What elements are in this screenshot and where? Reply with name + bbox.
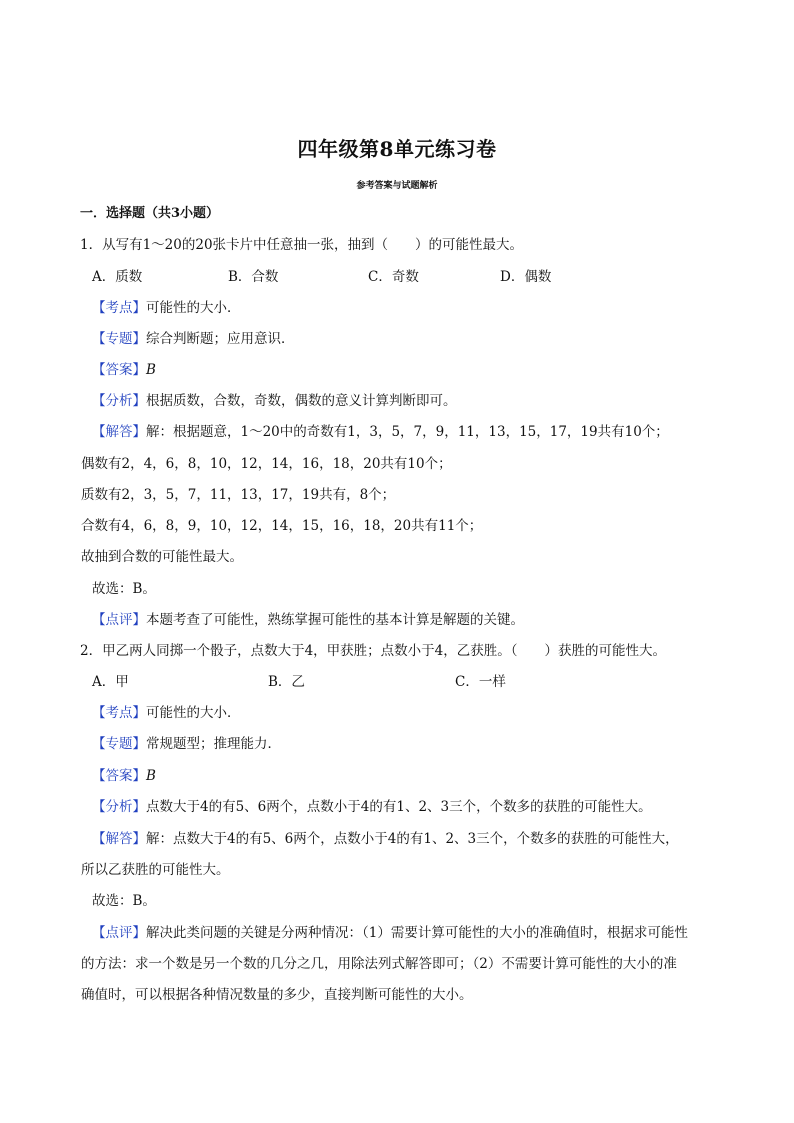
q1-jieda-line-4: 合数有4，6，8，9，10，12，14，15，16，18，20共有11个； bbox=[81, 518, 483, 534]
q2-dianping-line-2: 的方法：求一个数是另一个数的几分之几，用除法列式解答即可；（2）不需要计算可能性的大小的准 bbox=[81, 956, 677, 972]
dianping-tag: 【点评】 bbox=[92, 925, 146, 941]
fenxi-tag: 【分析】 bbox=[92, 393, 146, 409]
q2-dianping-line-3: 确值时，可以根据各种情况数量的多少，直接判断可能性的大小。 bbox=[81, 987, 473, 1003]
fenxi-tag: 【分析】 bbox=[92, 799, 146, 815]
question-1-stem: 1．从写有1～20的20张卡片中任意抽一张，抽到（ ）的可能性最大。 bbox=[80, 237, 524, 253]
jieda-tag: 【解答】 bbox=[92, 831, 146, 847]
q2-option-c: C．一样 bbox=[455, 674, 506, 690]
q1-fenxi: 【分析】根据质数，合数，奇数，偶数的意义计算判断即可。 bbox=[92, 393, 457, 409]
q1-daan: 【答案】B bbox=[92, 362, 156, 378]
q1-jieda: 【解答】解：根据题意，1～20中的奇数有1，3，5，7，9，11，13，15，17，19共有10个； bbox=[92, 424, 669, 440]
daan-tag: 【答案】 bbox=[92, 768, 146, 784]
q1-jieda-line-2: 偶数有2，4，6，8，10，12，14，16，18，20共有10个； bbox=[81, 456, 452, 472]
daan-tag: 【答案】 bbox=[92, 362, 146, 378]
q2-jieda-line-2: 所以乙获胜的可能性大。 bbox=[81, 862, 230, 878]
q2-option-a: A．甲 bbox=[92, 674, 129, 690]
q2-daan: 【答案】B bbox=[92, 768, 156, 784]
question-2-stem: 2．甲乙两人同掷一个骰子，点数大于4，甲获胜；点数小于4，乙获胜。（ ）获胜的可能性大。 bbox=[80, 643, 667, 659]
q2-dianping: 【点评】解决此类问题的关键是分两种情况：（1）需要计算可能性的大小的准确值时，根据求可能性 bbox=[92, 925, 688, 941]
q1-kaodian: 【考点】可能性的大小． bbox=[92, 300, 241, 316]
q2-jieda: 【解答】解：点数大于4的有5、6两个，点数小于4的有1、2、3三个，个数多的获胜的可能性大， bbox=[92, 831, 679, 847]
kaodian-tag: 【考点】 bbox=[92, 705, 146, 721]
jieda-tag: 【解答】 bbox=[92, 424, 146, 440]
page-title: 四年级第8单元练习卷 bbox=[297, 137, 497, 161]
q1-option-b: B．合数 bbox=[228, 269, 279, 285]
zhuanti-tag: 【专题】 bbox=[92, 736, 146, 752]
kaodian-tag: 【考点】 bbox=[92, 300, 146, 316]
dianping-tag: 【点评】 bbox=[92, 612, 146, 628]
page-subtitle: 参考答案与试题解析 bbox=[356, 181, 438, 191]
q1-dianping: 【点评】本题考查了可能性，熟练掌握可能性的基本计算是解题的关键。 bbox=[92, 612, 524, 628]
zhuanti-tag: 【专题】 bbox=[92, 331, 146, 347]
q1-option-a: A．质数 bbox=[92, 269, 143, 285]
q2-option-b: B．乙 bbox=[268, 674, 305, 690]
q2-fenxi: 【分析】点数大于4的有5、6两个，点数小于4的有1、2、3三个，个数多的获胜的可能性大。 bbox=[92, 799, 652, 815]
q1-guxuan: 故选：B。 bbox=[92, 581, 156, 597]
q1-option-c: C．奇数 bbox=[368, 269, 419, 285]
q2-kaodian: 【考点】可能性的大小． bbox=[92, 705, 241, 721]
section-heading: 一．选择题（共3小题） bbox=[80, 206, 220, 221]
q2-guxuan: 故选：B。 bbox=[92, 893, 156, 909]
q2-zhuanti: 【专题】常规题型；推理能力． bbox=[92, 736, 281, 752]
q1-jieda-line-5: 故抽到合数的可能性最大。 bbox=[81, 549, 243, 565]
q1-option-d: D．偶数 bbox=[500, 269, 552, 285]
q1-jieda-line-3: 质数有2，3，5，7，11，13，17，19共有，8个； bbox=[81, 487, 396, 503]
q1-zhuanti: 【专题】综合判断题；应用意识． bbox=[92, 331, 295, 347]
